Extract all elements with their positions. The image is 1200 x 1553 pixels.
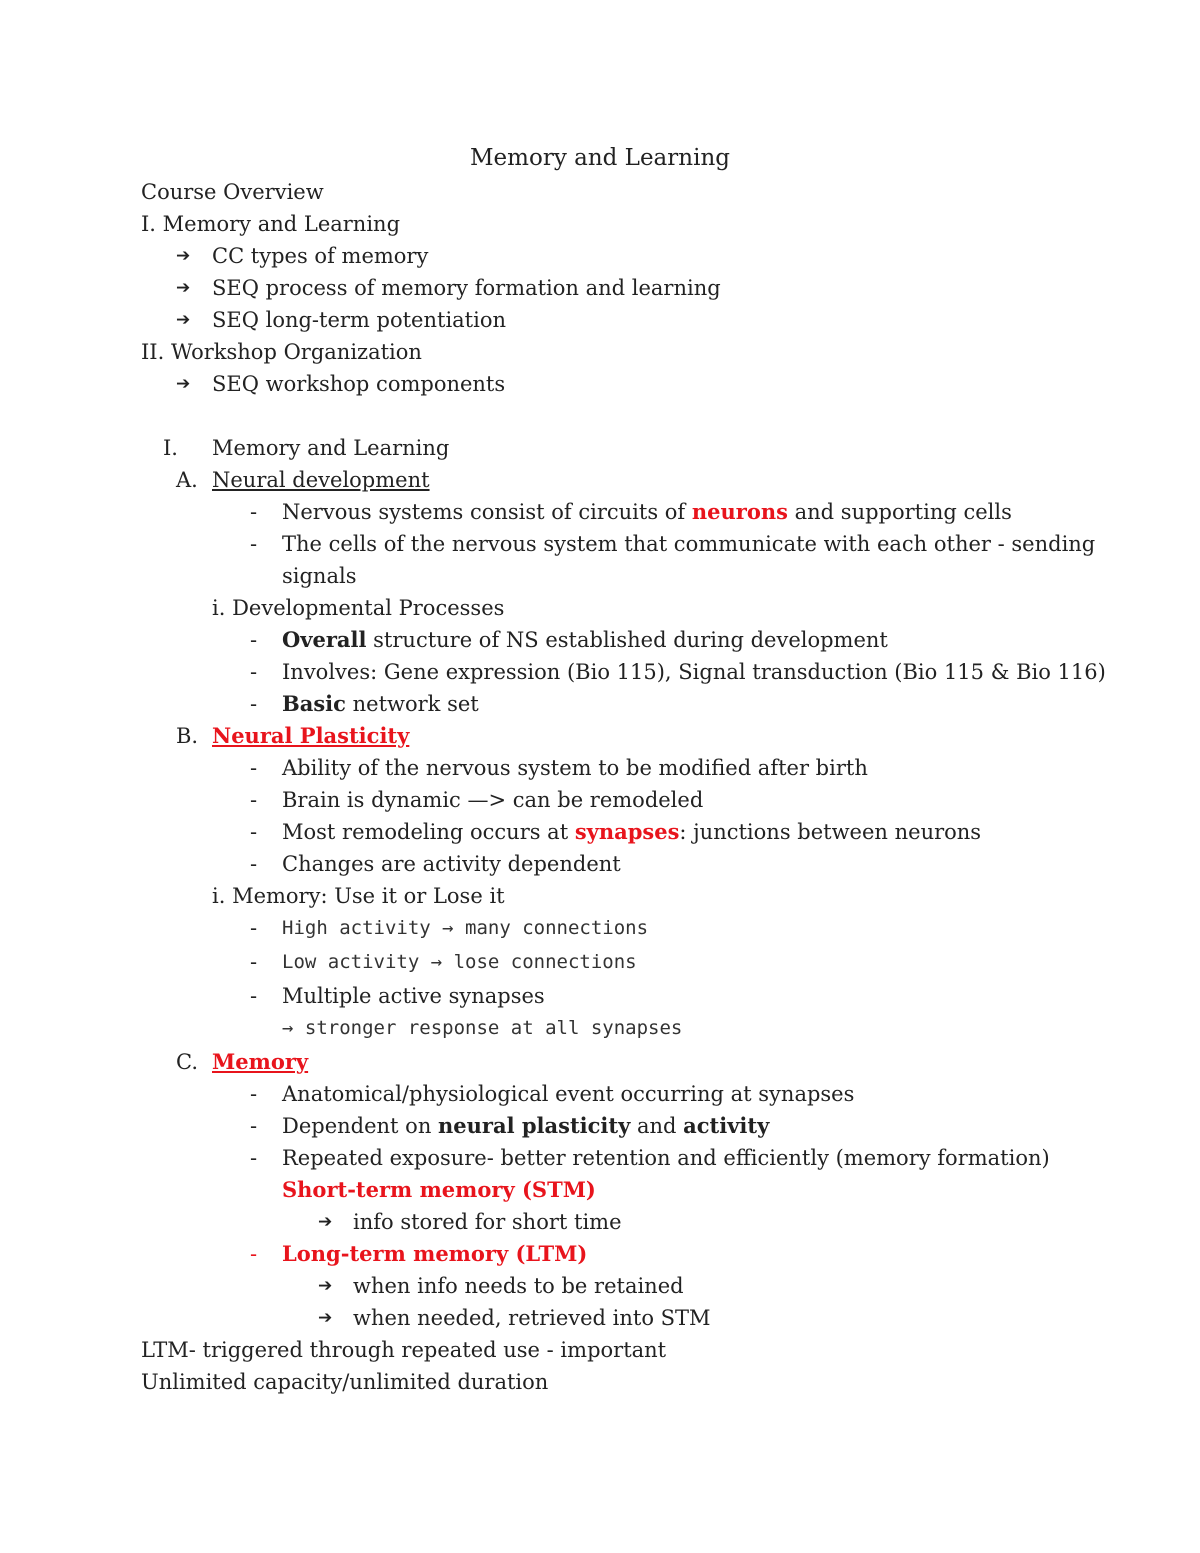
arrow-icon: ➔ [318,1276,333,1296]
bullet: - Nervous systems consist of circuits of neurons and supporting cells [250,499,1012,524]
bullet: - Long-term memory (LTM) [250,1241,588,1266]
arrow-item: ➔ info stored for short time [0,1206,1200,1238]
overview-section-2: II. Workshop Organization [141,340,422,364]
note-line: Unlimited capacity/unlimited duration [141,1370,549,1394]
overview-heading: Course Overview [141,180,324,204]
overview-item: ➔ SEQ long-term potentiation [0,304,1200,336]
stm-heading: Short-term memory (STM) [282,1177,596,1202]
bullet: - The cells of the nervous system that communicate with each other - sending [250,532,1096,556]
note-line: LTM- triggered through repeated use - important [141,1338,667,1362]
overview-item: ➔ SEQ workshop components [0,368,1200,400]
subsection-a-heading: A. Neural development [176,468,430,492]
bullet: - High activity → many connections [250,916,649,940]
subheading: i. Developmental Processes [212,596,505,620]
blank-line [0,400,1200,432]
bullet: - Low activity → lose connections [250,950,637,974]
bullet-continuation: → stronger response at all synapses [282,1017,683,1039]
overview-item: ➔ CC types of memory [0,240,1200,272]
bullet: - Basic network set [250,691,479,716]
bullet: - Most remodeling occurs at synapses: junctions between neurons [250,819,982,844]
bullet: - Dependent on neural plasticity and activity [250,1113,770,1138]
bullet: - Ability of the nervous system to be modified after birth [250,756,868,780]
arrow-icon: ➔ [176,374,191,394]
arrow-icon: ➔ [318,1308,333,1328]
arrow-icon: ➔ [176,246,191,266]
arrow-icon: ➔ [318,1212,333,1232]
overview-section-1: I. Memory and Learning [141,212,401,236]
document [0,140,1200,1398]
bullet: - Repeated exposure- better retention and efficiently (memory formation) [250,1146,1050,1170]
subsection-c-heading: C. Memory [176,1049,309,1074]
subheading: i. Memory: Use it or Lose it [212,884,505,908]
section-1-heading: I. Memory and Learning [163,436,450,460]
arrow-icon: ➔ [176,310,191,330]
document-title: Memory and Learning [470,145,730,171]
bullet: - Overall structure of NS established during development [250,627,888,652]
bullet-continuation: signals [282,564,357,588]
bullet: - Multiple active synapses [250,984,545,1008]
bullet: - Changes are activity dependent [250,852,621,876]
overview-item: ➔ SEQ process of memory formation and learning [0,272,1200,304]
bullet: - Brain is dynamic —> can be remodeled [250,788,704,812]
subsection-b-heading: B. Neural Plasticity [176,723,410,748]
arrow-item: ➔ when needed, retrieved into STM [0,1302,1200,1334]
arrow-icon: ➔ [176,278,191,298]
arrow-item: ➔ when info needs to be retained [0,1270,1200,1302]
bullet: - Anatomical/physiological event occurring at synapses [250,1082,855,1106]
bullet: - Involves: Gene expression (Bio 115), Signal transduction (Bio 115 & Bio 116) [250,660,1106,684]
